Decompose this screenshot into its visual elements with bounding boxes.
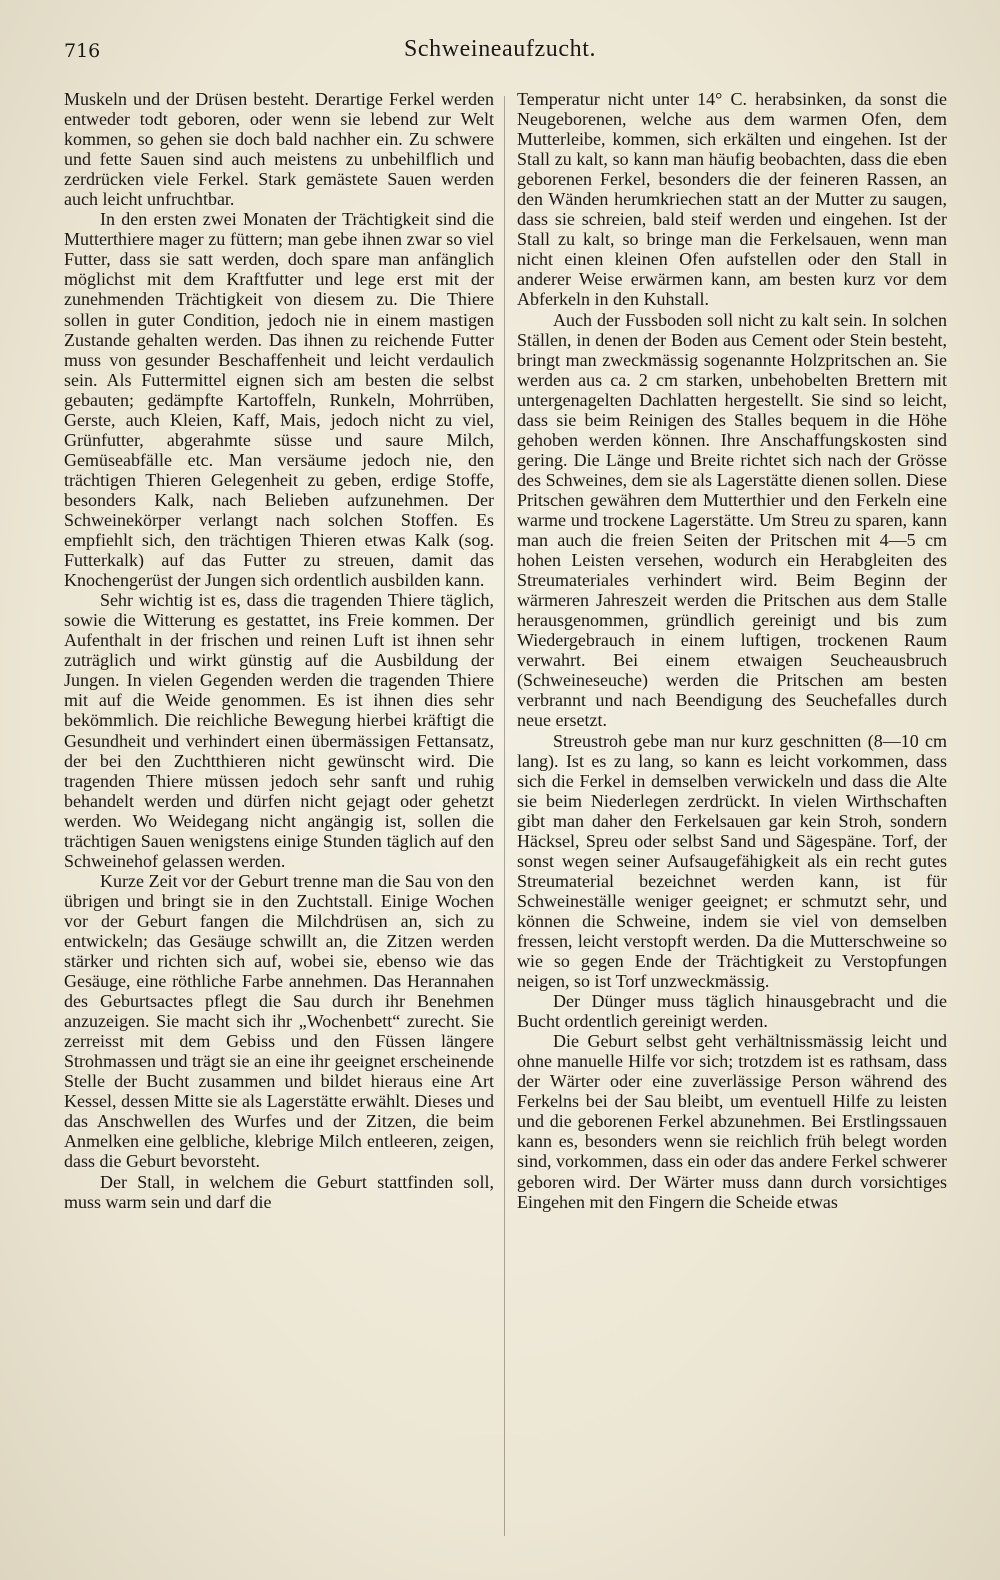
paragraph: Der Stall, in welchem die Geburt stattfinden soll, muss warm sein und darf die <box>64 1171 494 1212</box>
paragraph: In den ersten zwei Monaten der Trächtigkeit sind die Mutterthiere mager zu füttern; man gebe ihnen zwar so viel Futter, dass sie satt werden, doch spare man anfänglich möglichst mit dem Kraftfutter und lege erst mit der zunehmenden Trächtigkeit von diesem zu. Die Thiere sollen in guter Condition, jedoch nie in einem mastigen Zustande gehalten werden. Das ihnen zu reichende Futter muss von gesunder Beschaffenheit und leicht verdaulich sein. Als Futtermittel eignen sich am besten die selbst gebauten; gedämpfte Kartoffeln, Runkeln, Mohrrüben, Gerste, auch Kleien, Kaff, Mais, jedoch nicht zu viel, Grünfutter, abgerahmte süsse und saure Milch, Gemüseabfälle etc. Man versäume jedoch nie, den trächtigen Thieren Gelegenheit zu geben, erdige Stoffe, besonders Kalk, nach Belieben aufzunehmen. Der Schweinekörper verlangt nach solchen Stoffen. Es empfiehlt sich, den trächtigen Thieren etwas Kalk (sog. Futterkalk) auf das Futter zu streuen, damit das Knochengerüst der Jungen sich ordentlich ausbilden kann. <box>64 209 494 591</box>
column-divider <box>504 96 505 1536</box>
paragraph: Sehr wichtig ist es, dass die tragenden Thiere täglich, sowie die Witterung es gestattet, ins Freie kommen. Der Aufenthalt in der frischen und reinen Luft ist ihnen sehr zuträglich und wirkt günstig auf die Ausbildung der Jungen. In vielen Gegenden werden die tragenden Thiere mit auf die Weide genommen. Es ist ihnen dies sehr bekömmlich. Die reichliche Bewegung hierbei kräftigt die Gesundheit und verhindert einen übermässigen Fettansatz, der bei den Zuchtthieren nicht gewünscht wird. Die tragenden Thiere müssen jedoch sehr sanft und ruhig behandelt werden und dürfen nicht gejagt oder gehetzt werden. Wo Weidegang nicht angängig ist, sollen die trächtigen Sauen wenigstens einige Stunden täglich auf den Schweinehof gelassen werden. <box>64 590 494 871</box>
paragraph: Auch der Fussboden soll nicht zu kalt sein. In solchen Ställen, in denen der Boden aus Cement oder Stein besteht, bringt man zweckmässig sogenannte Holzpritschen an. Sie werden aus ca. 2 cm starken, unbehobelten Brettern mit untergenagelten Dachlatten hergestellt. Sie sind so leicht, dass sie beim Reinigen des Stalles bequem in die Höhe gehoben werden können. Ihre Anschaffungskosten sind gering. Die Länge und Breite richtet sich nach der Grösse des Schweines, dem sie als Lagerstätte dienen sollen. Diese Pritschen gewähren dem Mutterthier und den Ferkeln eine warme und trockene Lagerstätte. Um Streu zu sparen, kann man auch die freien Seiten der Pritschen mit 4—5 cm hohen Leisten versehen, wodurch ein Herabgleiten des Streumateriales verhindert wird. Beim Beginn der wärmeren Jahreszeit werden die Pritschen aus dem Stalle herausgenommen, gründlich gereinigt und bis zum Wiedergebrauch in einem luftigen, trockenen Raum verwahrt. Bei einem etwaigen Seucheausbruch (Schweineseuche) werden die Pritschen am besten verbrannt und nach Beendigung des Seuchefalles durch neue ersetzt. <box>517 309 947 731</box>
left-column <box>64 89 494 1212</box>
right-column <box>517 89 947 1212</box>
paragraph: Der Dünger muss täglich hinausgebracht und die Bucht ordentlich gereinigt werden. <box>517 991 947 1032</box>
paragraph: Muskeln und der Drüsen besteht. Derartige Ferkel werden entweder todt geboren, oder wenn sie lebend zur Welt kommen, so gehen sie doch bald nachher ein. Zu schwere und fette Sauen sind auch meistens zu unbehilflich und zerdrücken viele Ferkel. Stark gemästete Sauen werden auch leicht unfruchtbar. <box>64 89 494 210</box>
running-title: Schweineaufzucht. <box>403 36 597 62</box>
paragraph: Die Geburt selbst geht verhältnissmässig leicht und ohne manuelle Hilfe vor sich; trotzdem ist es rathsam, dass der Wärter oder eine zuverlässige Person während des Ferkelns bei der Sau bleibt, um eventuell Hilfe zu leisten und die geborenen Ferkel abzunehmen. Bei Erstlingssauen kann es, besonders wenn sie reichlich früh belegt worden sind, vorkommen, dass ein oder das andere Ferkel schwerer geboren wird. Der Wärter muss dann durch vorsichtiges Eingehen mit den Fingern die Scheide etwas <box>517 1031 947 1212</box>
running-header <box>0 34 1000 70</box>
paragraph: Streustroh gebe man nur kurz geschnitten (8—10 cm lang). Ist es zu lang, so kann es leicht vorkommen, dass sich die Ferkel in demselben verwickeln und dass die Alte sie beim Niederlegen zerdrückt. In vielen Wirthschaften gibt man daher den Ferkelsauen gar kein Stroh, sondern Häcksel, Spreu oder selbst Sand und Sägespäne. Torf, der sonst wegen seiner Aufsaugefähigkeit als ein recht gutes Streumaterial bezeichnet werden kann, ist für Schweineställe weniger geeignet; er schmutzt sehr, und können die Schweine, indem sie viel von demselben fressen, leicht verstopft werden. Da die Mutterschweine so wie so gegen Ende der Trächtigkeit zu Verstopfungen neigen, so ist Torf unzweckmässig. <box>517 730 947 992</box>
paragraph: Temperatur nicht unter 14° C. herabsinken, da sonst die Neugeborenen, welche aus dem warmen Ofen, dem Mutterleibe, kommen, sich erkälten und eingehen. Ist der Stall zu kalt, so kann man häufig beobachten, dass die eben geborenen Ferkel, besonders die der feineren Rassen, an den Wänden herumkriechen statt an der Mutter zu saugen, dass sie schreien, bald steif werden und eingehen. Ist der Stall zu kalt, so bringe man die Ferkelsauen, wenn man nicht einen kleinen Ofen aufstellen oder den Stall in anderer Weise erwärmen kann, am besten kurz vor dem Abferkeln in den Kuhstall. <box>517 89 947 310</box>
page-number: 716 <box>64 40 101 62</box>
paragraph: Kurze Zeit vor der Geburt trenne man die Sau von den übrigen und bringt sie in den Zuchtstall. Einige Wochen vor der Geburt fangen die Milchdrüsen an, sich zu entwickeln; das Gesäuge schwillt an, die Zitzen werden stärker und richten sich auf, wobei sie, ebenso wie das Gesäuge, eine röthliche Farbe annehmen. Das Herannahen des Geburtsactes pflegt die Sau durch ihr Benehmen anzuzeigen. Sie macht sich ihr „Wochenbett“ zurecht. Sie zerreisst mit dem Gebiss und den Füssen längere Strohmassen und trägt sie an eine ihr geeignet erscheinende Stelle der Bucht zusammen und bildet hieraus eine Art Kessel, dessen Mitte sie als Lagerstätte erwählt. Dieses und das Anschwellen des Wurfes und der Zitzen, die beim Anmelken eine gelbliche, klebrige Milch entleeren, zeigen, dass die Geburt bevorsteht. <box>64 870 494 1172</box>
